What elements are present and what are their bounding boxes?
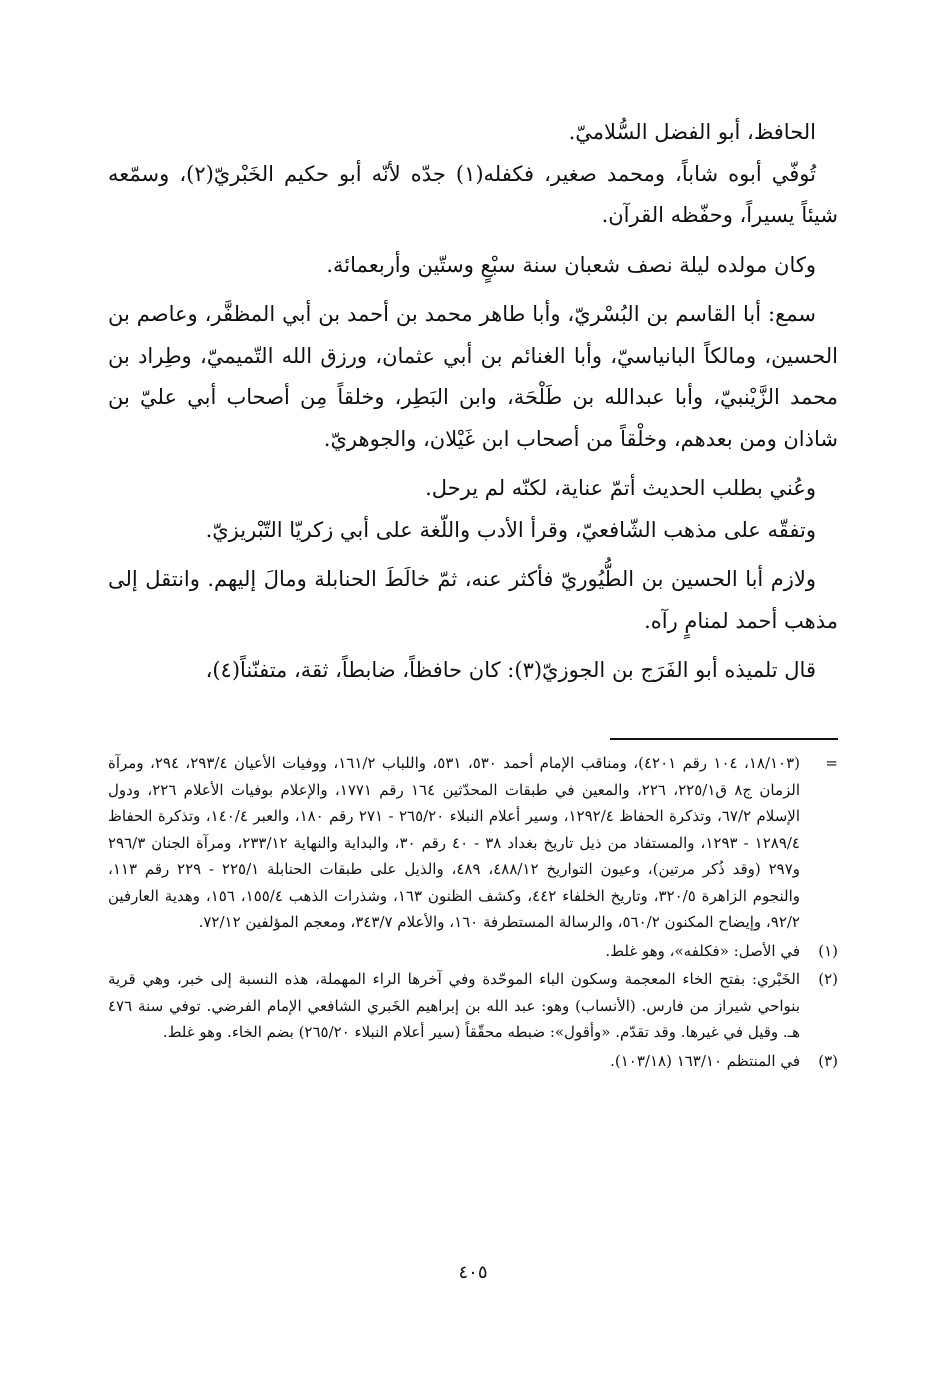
main-paragraph: الحافظ، أبو الفضل السُّلاميّ. xyxy=(568,120,816,144)
footnotes xyxy=(108,750,838,1076)
footnote xyxy=(108,966,838,1046)
footnote-text: في المنتظم ١٦٣/١٠ (١٠٣/١٨). xyxy=(610,1051,800,1070)
footnote-divider xyxy=(610,738,838,740)
page-number: ٤٠٥ xyxy=(458,1262,488,1283)
main-paragraph: ولازم أبا الحسين بن الطُّيُوريّ فأكثر عنه، ثمّ خالَطَ الحنابلة ومالَ إليهم. وانتقل إلى مذهب أحمد لمنامٍ رآه. xyxy=(108,567,838,633)
footnote xyxy=(108,750,838,936)
main-paragraph: وكان مولده ليلة نصف شعبان سنة سبْعٍ وستّين وأربعمائة. xyxy=(326,252,816,277)
footnote-marker: = xyxy=(825,754,838,772)
footnote-marker: (٣) xyxy=(818,1051,838,1070)
footnote-text: في الأصل: «فكلفه»، وهو غلط. xyxy=(605,941,800,960)
footnote xyxy=(108,938,838,965)
footnote-text: الخَبْري: بفتح الخاء المعجمة وسكون الباء الموحّدة وفي آخرها الراء المهملة، هذه النسبة إلى خبر، وهي قرية بنواحي شيراز من فارس. (الأنساب) وهو: عبد الله بن إبراهيم الخَبري الشافعي الإمام الفرضي. توفي سنة ٤٧٦ هـ. وقيل في غيرها. وقد تقدّم. «وأقول»: ضبطه محقّقاً (سير أعلام النبلاء ٢٦٥/٢٠) بضم الخاء. وهو غلط. xyxy=(108,970,800,1041)
footnote-marker: (٢) xyxy=(818,970,838,988)
main-paragraph: تُوفّي أبوه شاباً، ومحمد صغير، فكفله(١) جدّه لأنّه أبو حكيم الخَبْريّ(٢)، وسمّعه شيئاً يسيراً، وحفّظه القرآن. xyxy=(108,161,838,227)
main-paragraph: وتفقّه على مذهب الشّافعيّ، وقرأ الأدب واللّغة على أبي زكريّا التّبْريزيّ. xyxy=(205,517,816,542)
main-paragraph: سمع: أبا القاسم بن البُسْريّ، وأبا طاهر محمد بن أحمد بن أبي المظفَّر، وعاصم بن الحسين، ومالكاً البانياسيّ، وأبا الغنائم بن أبي عثمان، ورزق الله التّميميّ، وطِراد بن محمد الزَّيْنبيّ، وأبا عبدالله بن طَلْحَة، وابن البَطِر، وخلقاً مِن أصحاب أبي عليّ بن شاذان ومن بعدهم، وخلْقاً من أصحاب ابن غَيْلان، والجوهريّ. xyxy=(108,302,838,451)
main-text xyxy=(108,112,838,700)
footnote-marker: (١) xyxy=(818,941,838,960)
main-paragraph: وعُني بطلب الحديث أتمّ عناية، لكنّه لم يرحل. xyxy=(425,476,816,500)
main-paragraph: قال تلميذه أبو الفَرَج بن الجوزيّ(٣): كان حافظاً، ضابطاً، ثقة، متفنّناً(٤)، xyxy=(205,658,816,682)
footnote xyxy=(108,1048,838,1075)
footnote-text: (١٨/١٠٣، ١٠٤ رقم ٤٢٠١)، ومناقب الإمام أحمد ٥٣٠، ٥٣١، واللباب ١٦١/٢، ووفيات الأعيان ٢٩٣/٤، ٢٩٤، ومرآة الزمان ج٨ ق٢٢٥/١، ٢٢٦، والمعين في طبقات المحدّثين ١٦٤ رقم ١٧٧١، والإعلام بوفيات الأعلام ٢٢٦، ودول الإسلام ٦٧/٢، وتذكرة الحفاظ ١٢٩٢/٤، وسير أعلام النبلاء ٢٦٥/٢٠ - ٢٧١ رقم ١٨٠، والعبر ١٤٠/٤، وتذكرة الحفاظ ١٢٨٩/٤ - ١٢٩٣، والمستفاد من ذيل تاريخ بغداد ٣٨ - ٤٠ رقم ٣٠، والبداية والنهاية ٢٣٣/١٢، ومرآة الجنان ٢٩٦/٣ و٢٩٧ (وقد ذُكر مرتين)، وعيون التواريخ ٤٨٨/١٢، ٤٨٩، والذيل على طبقات الحنابلة ٢٢٥/١ - ٢٢٩ رقم ١١٣، والنجوم الزاهرة ٣٢٠/٥، وتاريخ الخلفاء ٤٤٢، وكشف الظنون ١٦٣، وشذرات الذهب ١٥٥/٤، ١٥٦، وهدية العارفين ٩٢/٢، وإيضاح المكنون ٥٦٠/٢، والرسالة المستطرفة ١٦٠، والأعلام ٣٤٣/٧، ومعجم المؤلفين ٧٢/١٢. xyxy=(108,754,801,931)
